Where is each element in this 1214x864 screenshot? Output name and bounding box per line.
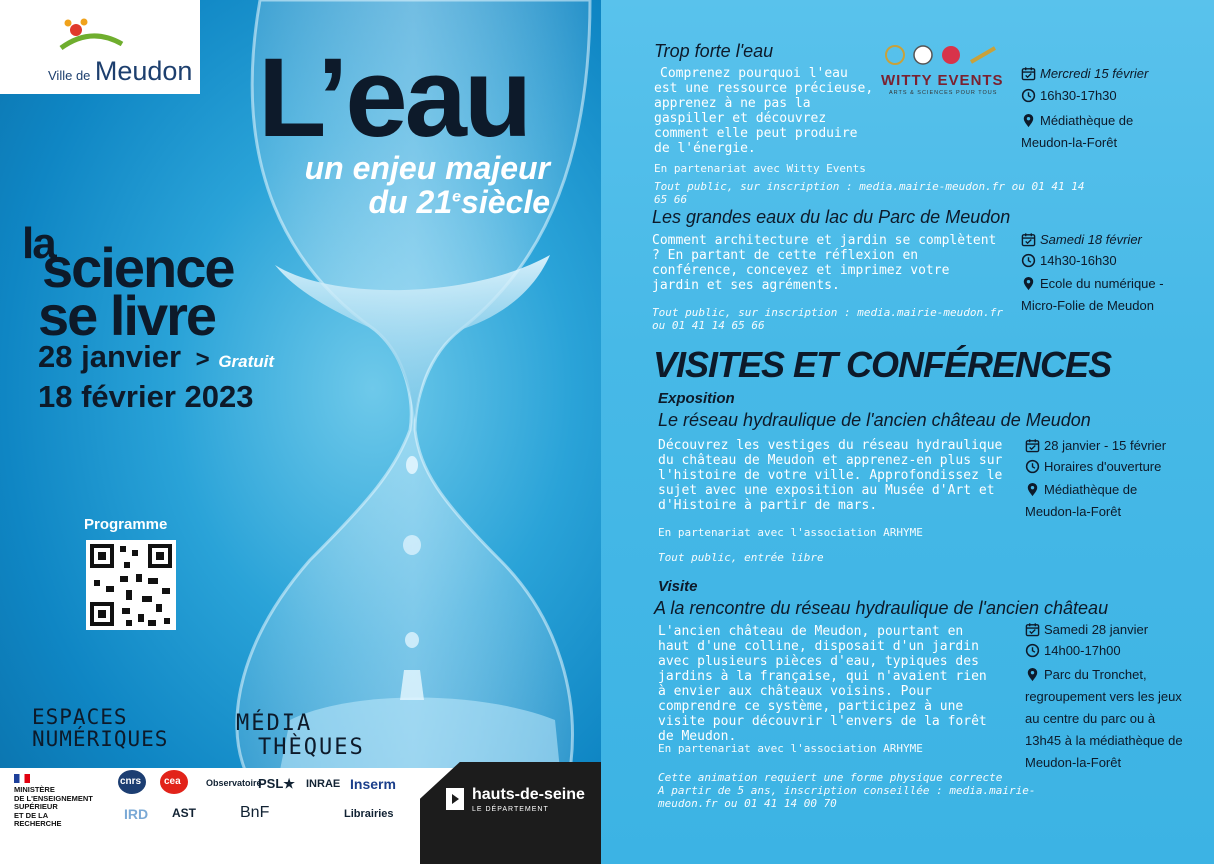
visit-1-time: Horaires d'ouverture [1044, 459, 1162, 474]
ministry-line: DE L'ENSEIGNEMENT [14, 793, 93, 803]
visit-2-category: Visite [658, 578, 698, 595]
partner-observatoire: Observatoire [206, 778, 262, 788]
media-line-2: THÈQUES [258, 735, 365, 760]
poster-title: L’eau [258, 35, 530, 160]
program-label: Programme [84, 516, 168, 533]
price-badge: Gratuit [218, 352, 275, 371]
event-1-time-row [1021, 88, 1117, 104]
visit-1-category: Exposition [658, 390, 735, 407]
ministry-line: ET DE LA RECHERCHE [14, 810, 62, 828]
visit-1-registration: Tout public, entrée libre [658, 551, 824, 564]
event-1-time: 16h30-17h30 [1040, 88, 1117, 103]
hauts-de-seine-icon [442, 786, 468, 812]
event-1-place: Médiathèque de Meudon-la-Forêt [1021, 113, 1134, 150]
event-1-place-row [1021, 110, 1171, 154]
visit-1-date-row [1025, 438, 1166, 454]
section-heading: VISITES ET CONFÉRENCES [653, 344, 1112, 385]
partner-psl: PSL★ [258, 776, 295, 791]
event-2-place-row [1021, 273, 1201, 317]
visit-1-partner: En partenariat avec l'association ARHYME [658, 526, 923, 539]
visit-1-place-row [1025, 479, 1175, 523]
series-se-livre: se livre [38, 284, 216, 347]
poster-subtitle [250, 152, 550, 219]
espaces-line-2: NUMÉRIQUES [32, 727, 169, 751]
event-1-title: Trop forte l'eau [654, 41, 774, 61]
event-1-date: Mercredi 15 février [1040, 66, 1149, 81]
clock-icon [1021, 253, 1036, 268]
visit-2-time: 14h00-17h00 [1044, 643, 1121, 658]
visit-2-date: Samedi 28 janvier [1044, 622, 1149, 637]
event-2-date-row [1021, 232, 1142, 248]
event-2-description: Comment architecture et jardin se complètent ? En partant de cette réflexion en conférence, concevez et imprimez votre jardin et ses agréments. [652, 233, 997, 293]
event-2-place: Ecole du numérique - Micro-Folie de Meudon [1021, 276, 1164, 313]
location-pin-icon [1025, 667, 1040, 682]
subtitle-siecle: siècle [461, 183, 550, 220]
visit-2-time-row [1025, 643, 1121, 659]
calendar-icon [1021, 232, 1036, 247]
flyer [601, 0, 1214, 864]
city-emblem-icon [56, 18, 126, 52]
visit-2-registration: A partir de 5 ans, inscription conseillée : media.mairie-meudon.fr ou 01 41 14 00 70 [658, 784, 1036, 810]
poster [0, 0, 601, 864]
calendar-icon [1025, 438, 1040, 453]
location-pin-icon [1021, 276, 1036, 291]
calendar-icon [1025, 622, 1040, 637]
visit-2-description: L'ancien château de Meudon, pourtant en haut d'une colline, disposait d'un jardin avec plusieurs pièces d'eau, typiques des jardins à la française, qui n'avaient rien à envier aux châteaux voisins. Pour comprendre ce système, participez à une visite pour découvrir l'envers de la forêt de Meudon. [658, 624, 987, 744]
department-name: hauts-de-seine [472, 786, 585, 803]
event-1-date-row [1021, 66, 1148, 82]
clock-icon [1025, 643, 1040, 658]
ministry-line: MINISTÈRE [14, 785, 55, 794]
subtitle-line-2 [250, 183, 550, 220]
city-name: Meudon [94, 56, 193, 86]
visit-2-place: Parc du Tronchet, regroupement vers les jeux au centre du parc ou à 13h45 à la médiathèque de Meudon-la-Forêt [1025, 667, 1183, 770]
city-prefix: Ville de [48, 68, 91, 83]
visit-2-date-row [1025, 622, 1148, 638]
event-2-date: Samedi 18 février [1040, 232, 1142, 247]
mediatheques-logo [236, 712, 365, 760]
media-line-1: MÉDIA [236, 711, 313, 736]
visit-1-date: 28 janvier - 15 février [1044, 438, 1167, 453]
visit-1-place: Médiathèque de Meudon-la-Forêt [1025, 482, 1138, 519]
witty-events-tagline: ARTS & SCIENCES POUR TOUS [889, 90, 998, 96]
event-2-time-row [1021, 253, 1117, 269]
visit-2-title: A la rencontre du réseau hydraulique de l'ancien château [654, 598, 1109, 618]
department-sub: LE DÉPARTEMENT [472, 806, 549, 813]
visit-1-time-row [1025, 459, 1161, 475]
series-la: la [22, 219, 55, 268]
partner-bnf: BnF [240, 804, 270, 821]
espaces-line-1: ESPACES [32, 705, 128, 729]
qr-code-icon [86, 540, 176, 630]
hauts-de-seine-badge [420, 762, 601, 864]
subtitle-line-1: un enjeu majeur [304, 150, 550, 186]
date-start: 28 janvier [38, 339, 182, 374]
ministry-logo [14, 774, 94, 829]
event-2-registration: Tout public, sur inscription : media.mairie-meudon.fr ou 01 41 14 65 66 [652, 306, 1003, 332]
location-pin-icon [1025, 482, 1040, 497]
visit-2-place-row [1025, 664, 1185, 774]
partner-inrae: INRAE [306, 778, 341, 790]
visit-1-title: Le réseau hydraulique de l'ancien château de Meudon [658, 410, 1091, 430]
witty-events-name: WITTY EVENTS [881, 72, 1004, 89]
partner-ast: AST [172, 806, 196, 820]
ministry-line: SUPÉRIEUR [14, 802, 58, 811]
date-arrow: > [195, 346, 210, 373]
partner-inserm: Inserm [350, 776, 396, 792]
partner-cea: cea [164, 776, 181, 787]
location-pin-icon [1021, 113, 1036, 128]
partner-ird: IRD [124, 806, 149, 822]
flag-icon [14, 774, 30, 783]
event-1-partner: En partenariat avec Witty Events [654, 162, 866, 175]
subtitle-sup: e [452, 187, 462, 205]
espaces-numeriques-logo [32, 706, 168, 750]
visit-2-partner: En partenariat avec l'association ARHYME [658, 742, 923, 755]
partner-cnrs: cnrs [120, 776, 142, 787]
event-1-registration: Tout public, sur inscription : media.mairie-meudon.fr ou 01 41 14 65 66 [654, 180, 1085, 206]
clock-icon [1025, 459, 1040, 474]
subtitle-21: du 21 [368, 183, 453, 220]
event-2-title: Les grandes eaux du lac du Parc de Meudon [652, 207, 1011, 227]
date-end: 18 février 2023 [38, 379, 254, 414]
event-1-description: Comprenez pourquoi l'eau est une ressource précieuse, apprenez à ne pas la gaspiller et découvrez comment elle peut produire de l'énergie. [654, 66, 874, 156]
event-2-time: 14h30-16h30 [1040, 253, 1117, 268]
date-start-line [38, 340, 274, 374]
witty-events-icon [883, 42, 999, 68]
clock-icon [1021, 88, 1036, 103]
program-qr-code[interactable] [86, 540, 176, 630]
visit-2-requirement: Cette animation requiert une forme physique correcte [658, 771, 1003, 784]
calendar-icon [1021, 66, 1036, 81]
partner-libraires: Librairies [344, 808, 394, 820]
city-emblem [56, 18, 126, 56]
visit-1-description: Découvrez les vestiges du réseau hydraulique du château de Meudon et apprenez-en plus sur l'histoire de votre ville. Approfondissez le sujet avec une exposition au Musée d'Art et d'Histoire à partir de mars. [658, 438, 1003, 513]
series-science: science [42, 236, 234, 299]
